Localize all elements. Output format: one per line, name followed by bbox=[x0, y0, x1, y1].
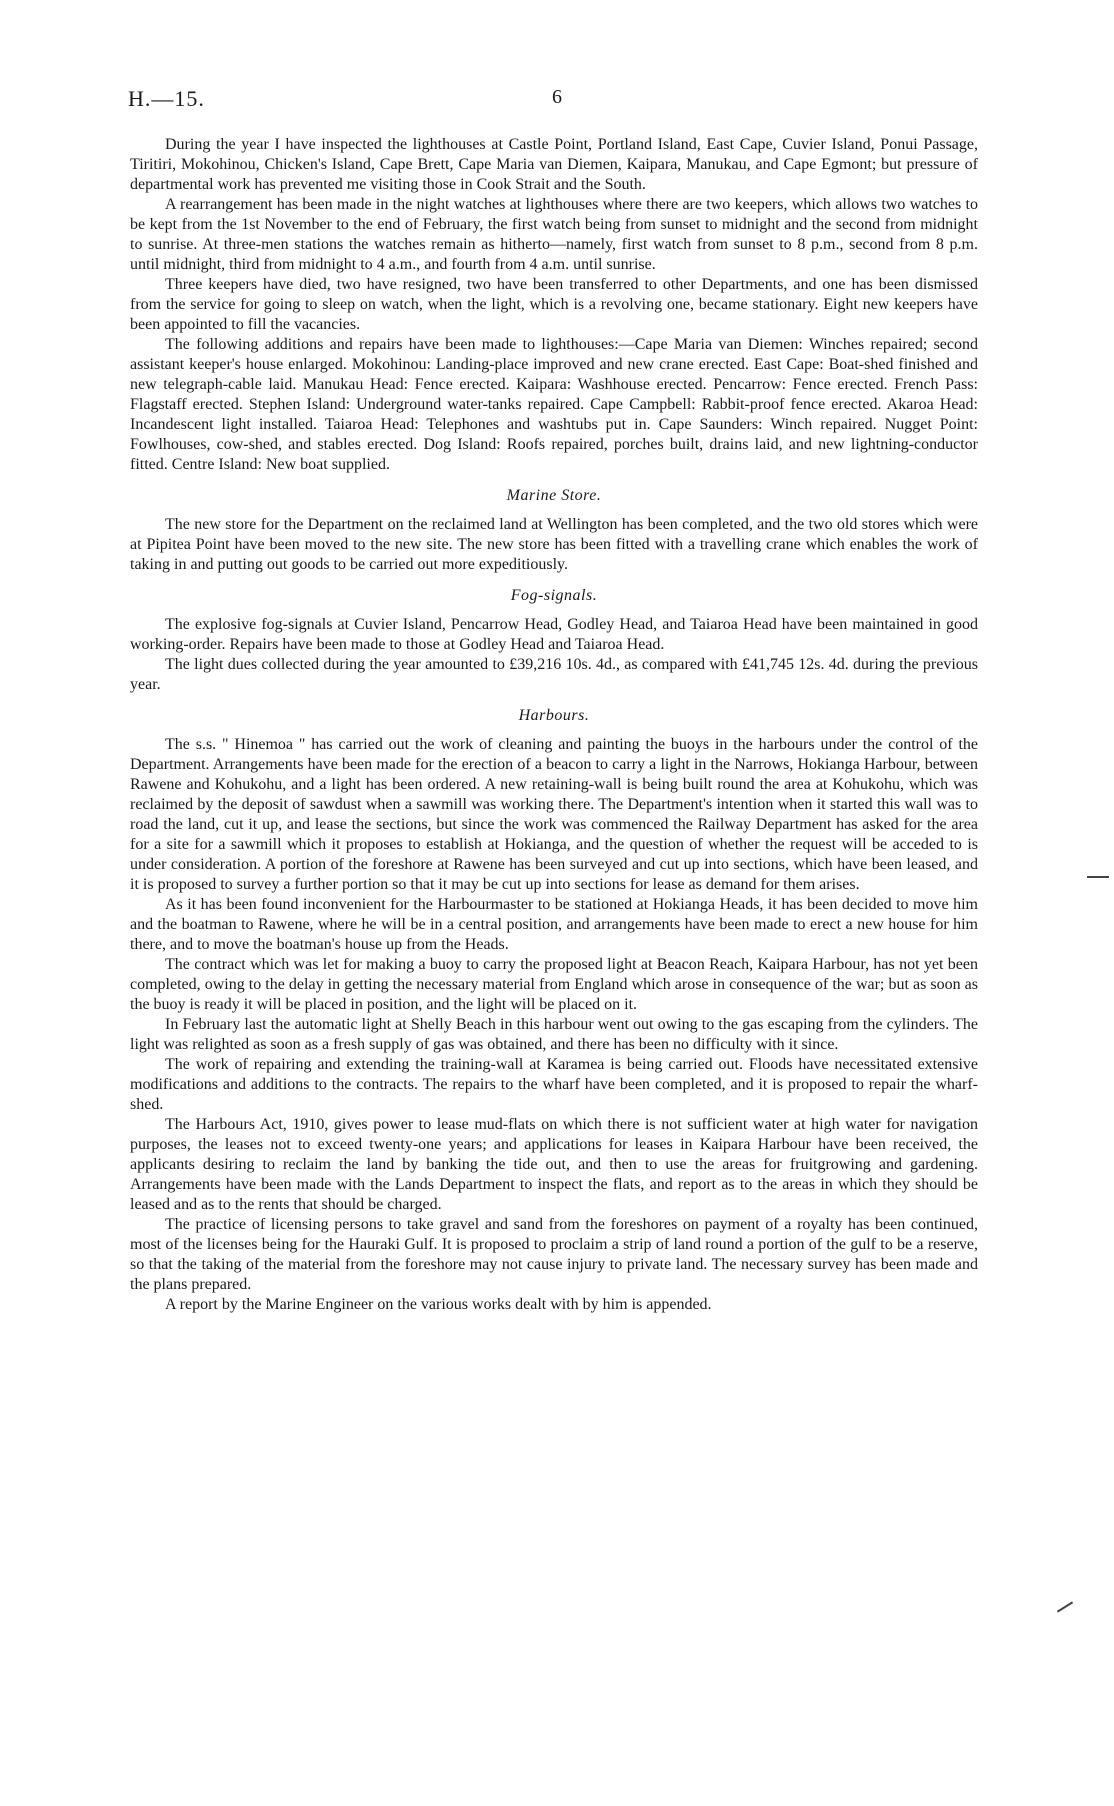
document-code: H.—15. bbox=[128, 86, 205, 111]
paragraph: The explosive fog-signals at Cuvier Island, Pencarrow Head, Godley Head, and Taiaroa Head have been maintained in good working-order. Repairs have been made to those at Godley Head and Taiaroa Head. bbox=[130, 616, 978, 653]
page-number: 6 bbox=[552, 86, 562, 108]
paragraph: The work of repairing and extending the training-wall at Karamea is being carried out. Floods have necessitated extensive modifications and additions to the contracts. The repairs to the wharf have been completed, and it is proposed to repair the wharf-shed. bbox=[130, 1056, 978, 1113]
paragraph: Three keepers have died, two have resigned, two have been transferred to other Departments, and one has been dismissed from the service for going to sleep on watch, when the light, which is a revolving one, became stationary. Eight new keepers have been appointed to fill the vacancies. bbox=[130, 276, 978, 333]
paragraph: The s.s. " Hinemoa " has carried out the work of cleaning and painting the buoys in the harbours under the control of the Department. Arrangements have been made for the erection of a beacon to carry a light in the Narrows, Hokianga Harbour, between Rawene and Kohukohu, and a light has been ordered. A new retaining-wall is being built round the area at Kohukohu, which was reclaimed by the deposit of sawdust when a sawmill was working there. The Department's intention when it started this wall was to road the land, cut it up, and lease the sections, but since the work was commenced the Railway Department has asked for the area for a site for a sawmill which it proposes to establish at Hokianga, and the question of whether the request will be acceded to is under consideration. A portion of the foreshore at Rawene has been surveyed and cut up into sections, which have been leased, and it is proposed to survey a further portion so that it may be cut up into sections for lease as demand for them arises. bbox=[130, 736, 978, 893]
section-heading-harbours: Harbours. bbox=[518, 707, 590, 724]
paragraph: The contract which was let for making a buoy to carry the proposed light at Beacon Reach, Kaipara Harbour, has not yet been completed, owing to the delay in getting the necessary material from England which arose in consequence of the war; but as soon as the buoy is ready it will be placed in position, and the light will be placed on it. bbox=[130, 956, 978, 1013]
section-heading-fog-signals: Fog-signals. bbox=[510, 587, 598, 604]
paragraph: The Harbours Act, 1910, gives power to lease mud-flats on which there is not sufficient water at high water for navigation purposes, the leases not to exceed twenty-one years; and applications for leases in Kaipara Harbour have been received, the applicants desiring to reclaim the land by banking the tide out, and then to use the areas for fruitgrowing and gardening. Arrangements have been made with the Lands Department to inspect the flats, and report as to the areas in which they should be leased and as to the rents that should be charged. bbox=[130, 1116, 978, 1213]
paragraph: A report by the Marine Engineer on the various works dealt with by him is appended. bbox=[165, 1296, 712, 1313]
paragraph: As it has been found inconvenient for the Harbourmaster to be stationed at Hokianga Heads, it has been decided to move him and the boatman to Rawene, where he will be in a central position, and arrangements have been made to erect a new house for him there, and to move the boatman's house up from the Heads. bbox=[130, 896, 978, 953]
paragraph: During the year I have inspected the lighthouses at Castle Point, Portland Island, East Cape, Cuvier Island, Ponui Passage, Tiritiri, Mokohinou, Chicken's Island, Cape Brett, Cape Maria van Diemen, Kaipara, Manukau, and Cape Egmont; but pressure of departmental work has prevented me visiting those in Cook Strait and the South. bbox=[130, 136, 978, 193]
body-text bbox=[130, 135, 978, 1315]
paragraph: The following additions and repairs have been made to lighthouses:—Cape Maria van Diemen: Winches repaired; second assistant keeper's house enlarged. Mokohinou: Landing-place improved and new crane erected. East Cape: Boat-shed finished and new telegraph-cable laid. Manukau Head: Fence erected. Kaipara: Washhouse erected. Pencarrow: Fence erected. French Pass: Flagstaff erected. Stephen Island: Underground water-tanks repaired. Cape Campbell: Rabbit-proof fence erected. Akaroa Head: Incandescent light installed. Taiaroa Head: Telephones and washtubs put in. Cape Saunders: Winch repaired. Nugget Point: Fowlhouses, cow-shed, and stables erected. Dog Island: Roofs repaired, porches built, drains laid, and new lightning-conductor fitted. Centre Island: New boat supplied. bbox=[130, 336, 978, 473]
paragraph: The light dues collected during the year amounted to £39,216 10s. 4d., as compared with £41,745 12s. 4d. during the previous year. bbox=[130, 656, 978, 693]
margin-dash-mark bbox=[1087, 876, 1109, 878]
paragraph: A rearrangement has been made in the night watches at lighthouses where there are two keepers, which allows two watches to be kept from the 1st November to the end of February, the first watch being from sunset to midnight and the second from midnight to sunrise. At three-men stations the watches remain as hitherto—namely, first watch from sunset to 8 p.m., second from 8 p.m. until midnight, third from midnight to 4 a.m., and fourth from 4 a.m. until sunrise. bbox=[130, 196, 978, 273]
section-heading-marine-store: Marine Store. bbox=[506, 487, 602, 504]
paragraph: The practice of licensing persons to take gravel and sand from the foreshores on payment of a royalty has been continued, most of the licenses being for the Hauraki Gulf. It is proposed to proclaim a strip of land round a portion of the gulf to be a reserve, so that the taking of the material from the foreshore may not cause injury to private land. The necessary survey has been made and the plans prepared. bbox=[130, 1216, 978, 1293]
paragraph: In February last the automatic light at Shelly Beach in this harbour went out owing to the gas escaping from the cylinders. The light was relighted as soon as a fresh supply of gas was obtained, and there has been no difficulty with it since. bbox=[130, 1016, 978, 1053]
paragraph: The new store for the Department on the reclaimed land at Wellington has been completed, and the two old stores which were at Pipitea Point have been moved to the new site. The new store has been fitted with a travelling crane which enables the work of taking in and putting out goods to be carried out more expeditiously. bbox=[130, 516, 978, 573]
margin-tick-mark bbox=[1057, 1601, 1073, 1612]
page-header bbox=[128, 86, 986, 114]
